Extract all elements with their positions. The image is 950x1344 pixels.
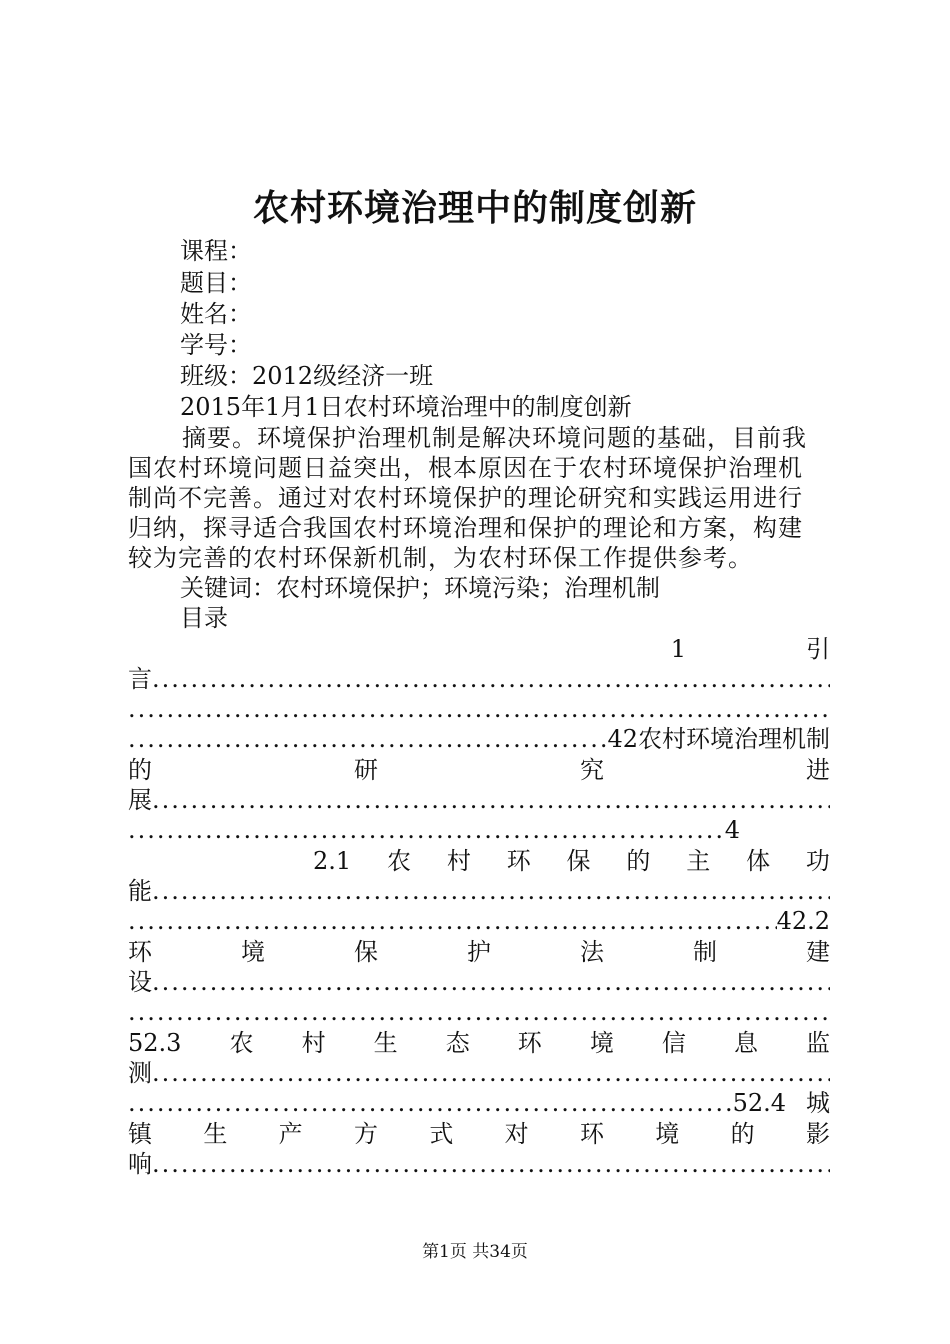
toc-entry-4-words xyxy=(128,937,830,967)
toc-word: 环 xyxy=(517,1029,542,1057)
toc-entry-3-words xyxy=(313,846,830,876)
toc-entry-1-top xyxy=(128,634,830,664)
toc-word: 生 xyxy=(203,1120,228,1148)
toc-word: 态 xyxy=(445,1029,470,1057)
toc-leader-line xyxy=(128,694,830,724)
toc-word: 的 xyxy=(730,1120,755,1148)
toc-entry-4-dots xyxy=(128,967,830,997)
toc-entry-text: 引 xyxy=(806,635,830,663)
toc-entry-text: 展 xyxy=(128,786,152,814)
toc-entry-1-dots xyxy=(128,664,830,694)
toc-entry-text: 设 xyxy=(128,968,152,996)
leader-dots xyxy=(128,997,830,1027)
toc-leader-line xyxy=(128,997,830,1027)
abstract-line: 较为完善的农村环保新机制，为农村环保工作提供参考。 xyxy=(128,544,753,572)
toc-word: 进 xyxy=(806,756,830,784)
toc-page-number: 52.4 xyxy=(732,1089,786,1117)
toc-page-number: 4 xyxy=(724,816,740,844)
toc-entry-3-end xyxy=(128,906,830,936)
toc-word: 护 xyxy=(467,938,491,966)
toc-word: 式 xyxy=(429,1120,454,1148)
abstract-line: 国农村环境问题日益突出，根本原因在于农村环境保护治理机 xyxy=(128,454,803,482)
toc-entry-text: 城 xyxy=(806,1089,830,1117)
toc-word: 农 xyxy=(387,847,412,875)
leader-dots xyxy=(128,1088,733,1118)
toc-heading: 目录 xyxy=(180,604,228,632)
leader-dots xyxy=(128,815,725,845)
abstract-line: 摘要。环境保护治理机制是解决环境问题的基础，目前我 xyxy=(182,424,807,452)
toc-word: 对 xyxy=(504,1120,529,1148)
page-footer: 第1页 共34页 xyxy=(422,1242,528,1262)
leader-dots xyxy=(152,1149,830,1179)
toc-word: 法 xyxy=(580,938,604,966)
toc-word: 方 xyxy=(353,1120,378,1148)
date-line: 2015年1月1日农村环境治理中的制度创新 xyxy=(180,393,632,421)
toc-word: 环 xyxy=(506,847,531,875)
toc-entry-2-end xyxy=(128,815,740,845)
toc-entry-2-words xyxy=(128,755,830,785)
toc-word: 产 xyxy=(278,1120,303,1148)
name-field: 姓名： xyxy=(180,300,252,328)
toc-entry-text: 能 xyxy=(128,877,152,905)
toc-entry-number: 1 xyxy=(670,635,686,663)
toc-entry-6-dots xyxy=(128,1149,830,1179)
toc-word: 研 xyxy=(354,756,378,784)
toc-word: 监 xyxy=(806,1029,830,1057)
toc-word: 生 xyxy=(373,1029,398,1057)
toc-entry-5-words xyxy=(128,1028,830,1058)
toc-word: 农 xyxy=(229,1029,254,1057)
toc-word: 镇 xyxy=(128,1120,152,1148)
toc-word: 村 xyxy=(301,1029,326,1057)
toc-word: 主 xyxy=(686,847,711,875)
toc-entry-2-dots xyxy=(128,785,830,815)
toc-word: 建 xyxy=(806,938,830,966)
leader-dots xyxy=(152,785,830,815)
class-field: 班级：2012级经济一班 xyxy=(180,362,434,390)
toc-word: 的 xyxy=(128,756,152,784)
toc-word: 制 xyxy=(693,938,717,966)
toc-word: 信 xyxy=(661,1029,686,1057)
toc-entry-2-start xyxy=(128,724,830,754)
toc-entry-5-dots xyxy=(128,1058,830,1088)
toc-word: 村 xyxy=(446,847,471,875)
document-title: 农村环境治理中的制度创新 xyxy=(252,187,697,229)
toc-word: 环 xyxy=(128,938,152,966)
topic-field: 题目： xyxy=(180,269,252,297)
toc-word: 境 xyxy=(655,1120,680,1148)
leader-dots xyxy=(128,694,830,724)
toc-word: 境 xyxy=(589,1029,614,1057)
student-id-field: 学号： xyxy=(180,331,252,359)
leader-dots xyxy=(152,876,830,906)
toc-entry-3-dots xyxy=(128,876,830,906)
toc-page-number: 42.2 xyxy=(776,907,830,935)
toc-word: 息 xyxy=(733,1029,758,1057)
toc-entry-text: 响 xyxy=(128,1150,152,1178)
toc-word: 的 xyxy=(626,847,651,875)
course-field: 课程： xyxy=(180,237,252,265)
abstract-line: 制尚不完善。通过对农村环境保护的理论研究和实践运用进行 xyxy=(128,484,803,512)
keywords: 关键词：农村环境保护；环境污染；治理机制 xyxy=(180,574,660,602)
leader-dots xyxy=(152,1058,830,1088)
toc-word: 2.1 xyxy=(313,847,352,875)
toc-word: 境 xyxy=(241,938,265,966)
toc-word: 体 xyxy=(746,847,771,875)
toc-word: 52.3 xyxy=(128,1029,182,1057)
toc-word: 究 xyxy=(580,756,604,784)
toc-entry-6-words xyxy=(128,1119,830,1149)
toc-word: 影 xyxy=(805,1120,830,1148)
leader-dots xyxy=(128,906,777,936)
toc-entry-5-end xyxy=(128,1088,830,1118)
leader-dots xyxy=(128,724,607,754)
leader-dots xyxy=(152,664,830,694)
abstract-line: 归纳，探寻适合我国农村环境治理和保护的理论和方案，构建 xyxy=(128,514,803,542)
toc-word: 保 xyxy=(566,847,591,875)
leader-dots xyxy=(152,967,830,997)
toc-entry-text: 42农村环境治理机制 xyxy=(607,725,830,753)
toc-word: 功 xyxy=(805,847,830,875)
toc-word: 环 xyxy=(579,1120,604,1148)
toc-word: 保 xyxy=(354,938,378,966)
toc-entry-text: 测 xyxy=(128,1059,152,1087)
toc-entry-text: 言 xyxy=(128,665,152,693)
